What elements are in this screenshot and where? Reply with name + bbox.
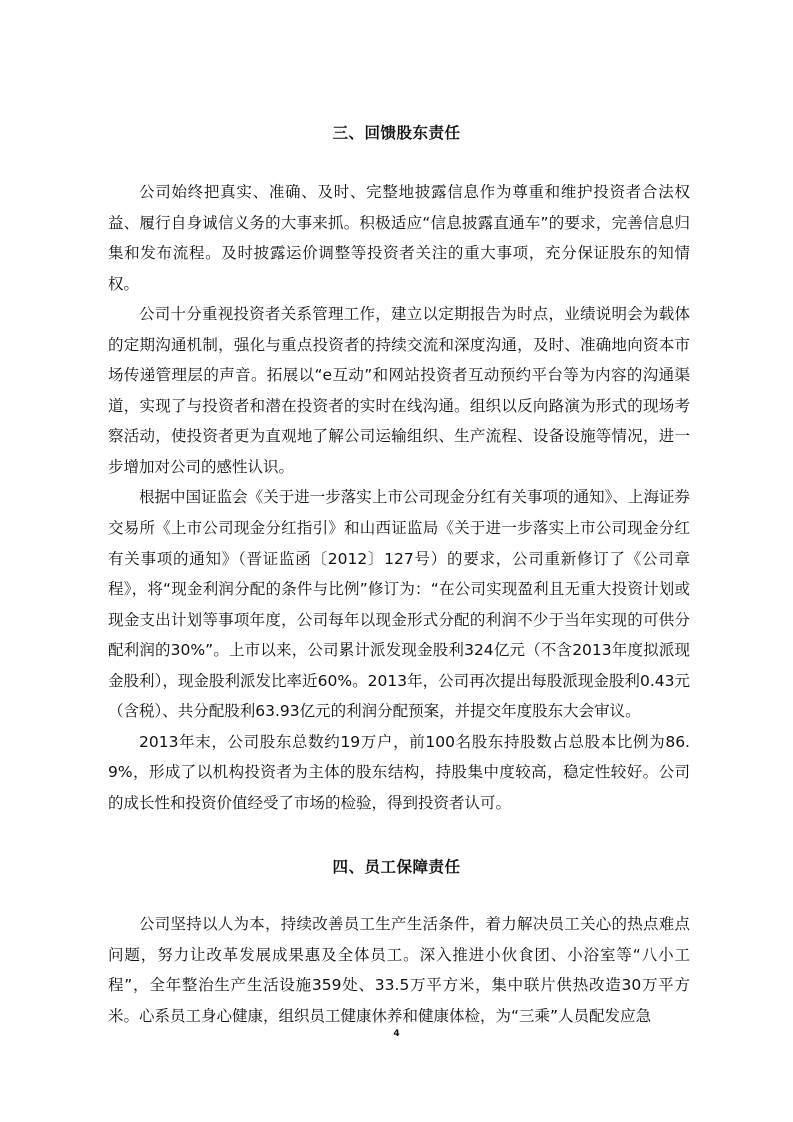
section-heading-shareholder-responsibility: 三、回馈股东责任 (332, 124, 461, 142)
paragraph: 根据中国证监会《关于进一步落实上市公司现金分红有关事项的通知》、上海证券交易所《上市公司现金分红指引》和山西证监局《关于进一步落实上市公司现金分红有关事项的通知》（晋证监函〔2012〕127号）的要求，公司重新修订了《公司章程》，将“现金利润分配的条件与比例”修订为：“在公司实现盈利且无重大投资计划或现金支出计划等事项年度，公司每年以现金形式分配的利润不少于当年实现的可供分配利润的30%”。上市以来，公司累计派发现金股利324亿元（不含2013年度拟派现金股利），现金股利派发比率近60%。2013年，公司再次提出每股派现金股利0.43元（含税）、共分配股利63.93亿元的利润分配预案，并提交年度股东大会审议。 (108, 488, 690, 721)
section-body-employee-protection (108, 909, 690, 1031)
paragraph: 公司始终把真实、准确、及时、完整地披露信息作为尊重和维护投资者合法权益、履行自身诚信义务的大事来抓。积极适应“信息披露直通车”的要求，完善信息归集和发布流程。及时披露运价调整等投资者关注的重大事项，充分保证股东的知情权。 (108, 183, 690, 293)
paragraph: 公司坚持以人为本，持续改善员工生产生活条件，着力解决员工关心的热点难点问题，努力让改革发展成果惠及全体员工。深入推进小伙食团、小浴室等“八小工程”，全年整治生产生活设施359处、33.5万平方米，集中联片供热改造30万平方米。心系员工身心健康，组织员工健康休养和健康体检，为“三乘”人员配发应急 (108, 915, 690, 1025)
paragraph: 公司十分重视投资者关系管理工作，建立以定期报告为时点，业绩说明会为载体的定期沟通机制，强化与重点投资者的持续交流和深度沟通，及时、准确地向资本市场传递管理层的声音。拓展以“e互动”和网站投资者互动预约平台等为内容的沟通渠道，实现了与投资者和潜在投资者的实时在线沟通。组织以反向路演为形式的现场考察活动，使投资者更为直观地了解公司运输组织、生产流程、设备设施等情况，进一步增加对公司的感性认识。 (108, 305, 690, 476)
paragraph: 2013年末，公司股东总数约19万户，前100名股东持股数占总股本比例为86.9%，形成了以机构投资者为主体的股东结构，持股集中度较高，稳定性较好。公司的成长性和投资价值经受了市场的检验，得到投资者认可。 (108, 732, 690, 812)
section-heading-employee-protection: 四、员工保障责任 (332, 858, 461, 876)
section-body-shareholder-responsibility (108, 177, 690, 818)
page-number: 4 (393, 1029, 400, 1039)
